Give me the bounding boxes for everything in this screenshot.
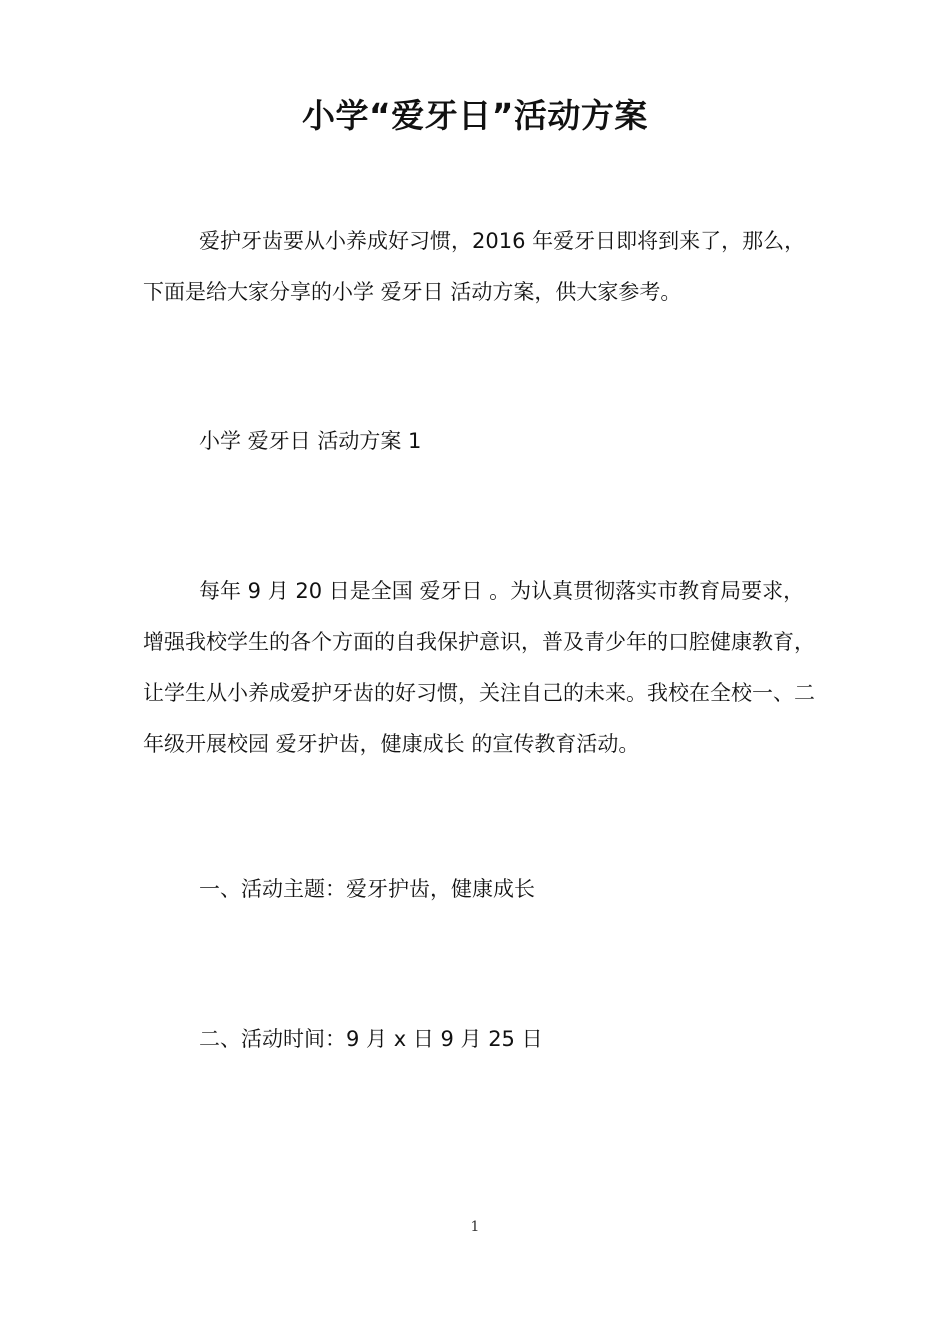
intro-paragraph: 爱护牙齿要从小养成好习惯，2016 年爱牙日即将到来了，那么，下面是给大家分享的小学 爱牙日 活动方案，供大家参考。 xyxy=(143,229,806,304)
section-heading: 小学 爱牙日 活动方案 1 xyxy=(199,429,422,453)
activity-theme: 一、活动主题：爱牙护齿，健康成长 xyxy=(199,877,535,901)
page-number: 1 xyxy=(470,1219,480,1235)
activity-time: 二、活动时间：9 月 x 日 9 月 25 日 xyxy=(199,1027,543,1051)
body-paragraph: 每年 9 月 20 日是全国 爱牙日 。为认真贯彻落实市教育局要求，增强我校学生的各个方面的自我保护意识，普及青少年的口腔健康教育，让学生从小养成爱护牙齿的好习惯，关注自己的未来。我校在全校一、二年级开展校园 爱牙护齿，健康成长 的宣传教育活动。 xyxy=(143,579,815,756)
document-title: 小学“爱牙日”活动方案 xyxy=(302,96,648,135)
